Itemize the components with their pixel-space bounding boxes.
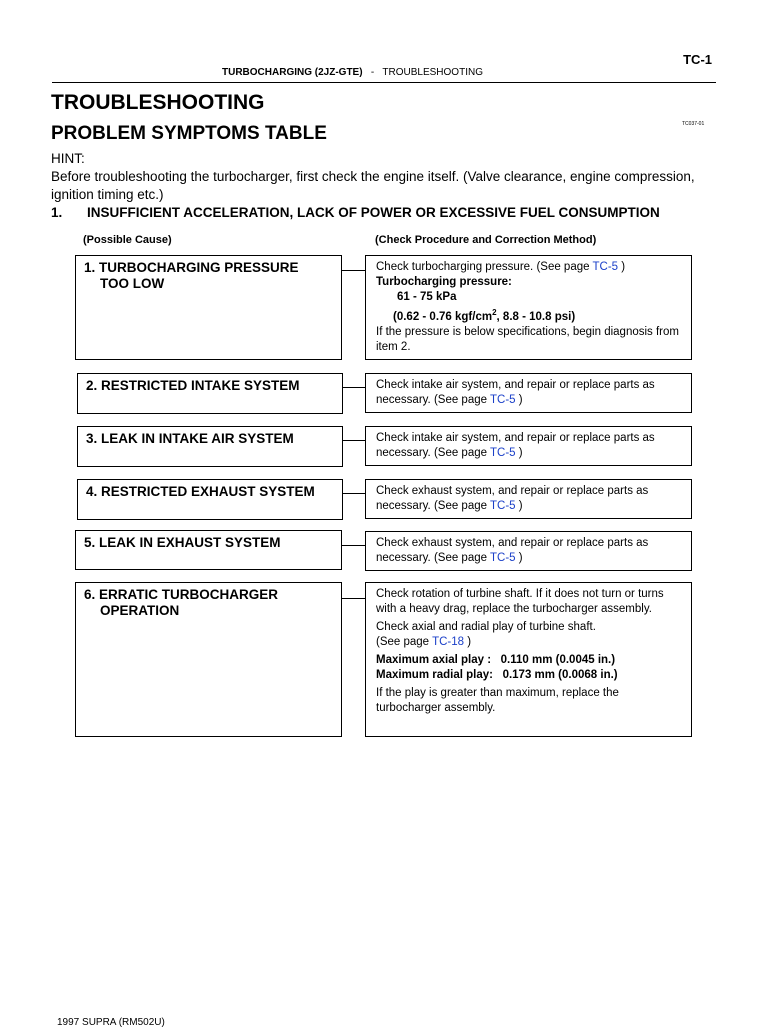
procedure-text: Check exhaust system, and repair or replace parts as necessary. (See page TC-5 ) bbox=[376, 485, 649, 512]
header-separator: - bbox=[370, 67, 375, 78]
procedure-text: Check intake air system, and repair or replace parts as necessary. (See page TC-5 ) bbox=[376, 379, 655, 406]
cause-box-1 bbox=[75, 255, 342, 360]
section-number: 1. bbox=[51, 205, 63, 220]
cause-label: 1. TURBOCHARGING PRESSURE bbox=[84, 260, 299, 275]
hint-label: HINT: bbox=[51, 151, 85, 166]
page-subtitle: PROBLEM SYMPTOMS TABLE bbox=[51, 123, 327, 144]
procedure-text: Check rotation of turbine shaft. If it does not turn or turns with a heavy drag, replace the turbocharger assembly. bbox=[376, 588, 664, 615]
procedure-box-6 bbox=[365, 582, 692, 737]
page-link[interactable]: TC-5 bbox=[490, 394, 516, 406]
procedure-text: Check intake air system, and repair or replace parts as necessary. (See page TC-5 ) bbox=[376, 432, 655, 459]
connector-line bbox=[343, 440, 365, 441]
spec-value-alt: (0.62 - 0.76 kgf/$cm^2$, 8.8 - 10.8 psi) bbox=[393, 308, 576, 323]
page-link[interactable]: TC-18 bbox=[432, 636, 465, 648]
connector-line bbox=[342, 545, 365, 546]
procedure-text: If the pressure is below specifications, begin diagnosis from item 2. bbox=[376, 325, 679, 353]
procedure-text: Check axial and radial play of turbine shaft. bbox=[376, 621, 596, 633]
column-header-cause: (Possible Cause) bbox=[83, 234, 172, 246]
page-link[interactable]: TC-5 bbox=[490, 552, 516, 564]
connector-line bbox=[342, 598, 365, 599]
spec-radial: Maximum radial play: 0.173 mm (0.0068 in.) bbox=[376, 669, 618, 681]
cause-box-6 bbox=[75, 582, 342, 737]
cause-box-4 bbox=[77, 479, 343, 520]
procedure-box-2 bbox=[365, 373, 692, 413]
cause-box-2 bbox=[77, 373, 343, 414]
spec-value: 61 - 75 kPa bbox=[397, 291, 457, 303]
section-heading bbox=[51, 205, 660, 220]
header-subsection: TROUBLESHOOTING bbox=[382, 67, 483, 78]
document-code: TC037-01 bbox=[682, 121, 705, 127]
cause-box-5 bbox=[75, 530, 342, 570]
cause-label-cont: OPERATION bbox=[100, 603, 180, 618]
cause-label: 6. ERRATIC TURBOCHARGER bbox=[84, 587, 279, 602]
connector-line bbox=[342, 270, 365, 271]
column-header-procedure: (Check Procedure and Correction Method) bbox=[375, 234, 597, 246]
procedure-text: If the play is greater than maximum, replace the turbocharger assembly. bbox=[376, 687, 619, 714]
procedure-box-4 bbox=[365, 479, 692, 519]
procedure-box-5 bbox=[365, 531, 692, 571]
procedure-text: Check exhaust system, and repair or replace parts as necessary. (See page TC-5 ) bbox=[376, 537, 649, 564]
page-link[interactable]: TC-5 bbox=[490, 500, 516, 512]
footer: 1997 SUPRA (RM502U) bbox=[57, 1017, 165, 1028]
cause-label: 3. LEAK IN INTAKE AIR SYSTEM bbox=[86, 431, 294, 446]
page-title: TROUBLESHOOTING bbox=[51, 91, 265, 114]
header-section: TURBOCHARGING (2JZ-GTE) bbox=[222, 67, 363, 78]
cause-label: 5. LEAK IN EXHAUST SYSTEM bbox=[84, 535, 281, 550]
page-number: TC-1 bbox=[683, 52, 712, 67]
procedure-box-3 bbox=[365, 426, 692, 466]
cause-label: 4. RESTRICTED EXHAUST SYSTEM bbox=[86, 484, 315, 499]
procedure-text: (See page TC-18 ) bbox=[376, 636, 472, 648]
spec-axial: Maximum axial play : 0.110 mm (0.0045 in.) bbox=[376, 654, 616, 666]
cause-box-3 bbox=[77, 426, 343, 467]
section-title: INSUFFICIENT ACCELERATION, LACK OF POWER OR EXCESSIVE FUEL CONSUMPTION bbox=[87, 205, 660, 220]
hint-text: Before troubleshooting the turbocharger, first check the engine itself. (Valve clearance, engine compression, ignition timing etc.) bbox=[51, 169, 695, 202]
procedure-box-1 bbox=[365, 255, 692, 360]
procedure-text: Check turbocharging pressure. (See page TC-5 ) bbox=[376, 261, 626, 273]
connector-line bbox=[343, 493, 365, 494]
page-link[interactable]: TC-5 bbox=[490, 447, 516, 459]
page-link[interactable]: TC-5 bbox=[592, 261, 619, 273]
cause-label-cont: TOO LOW bbox=[100, 276, 165, 291]
running-header bbox=[222, 67, 483, 78]
cause-label: 2. RESTRICTED INTAKE SYSTEM bbox=[86, 378, 300, 393]
connector-line bbox=[343, 387, 365, 388]
header-rule bbox=[52, 82, 716, 83]
spec-label: Turbocharging pressure: bbox=[376, 276, 512, 288]
